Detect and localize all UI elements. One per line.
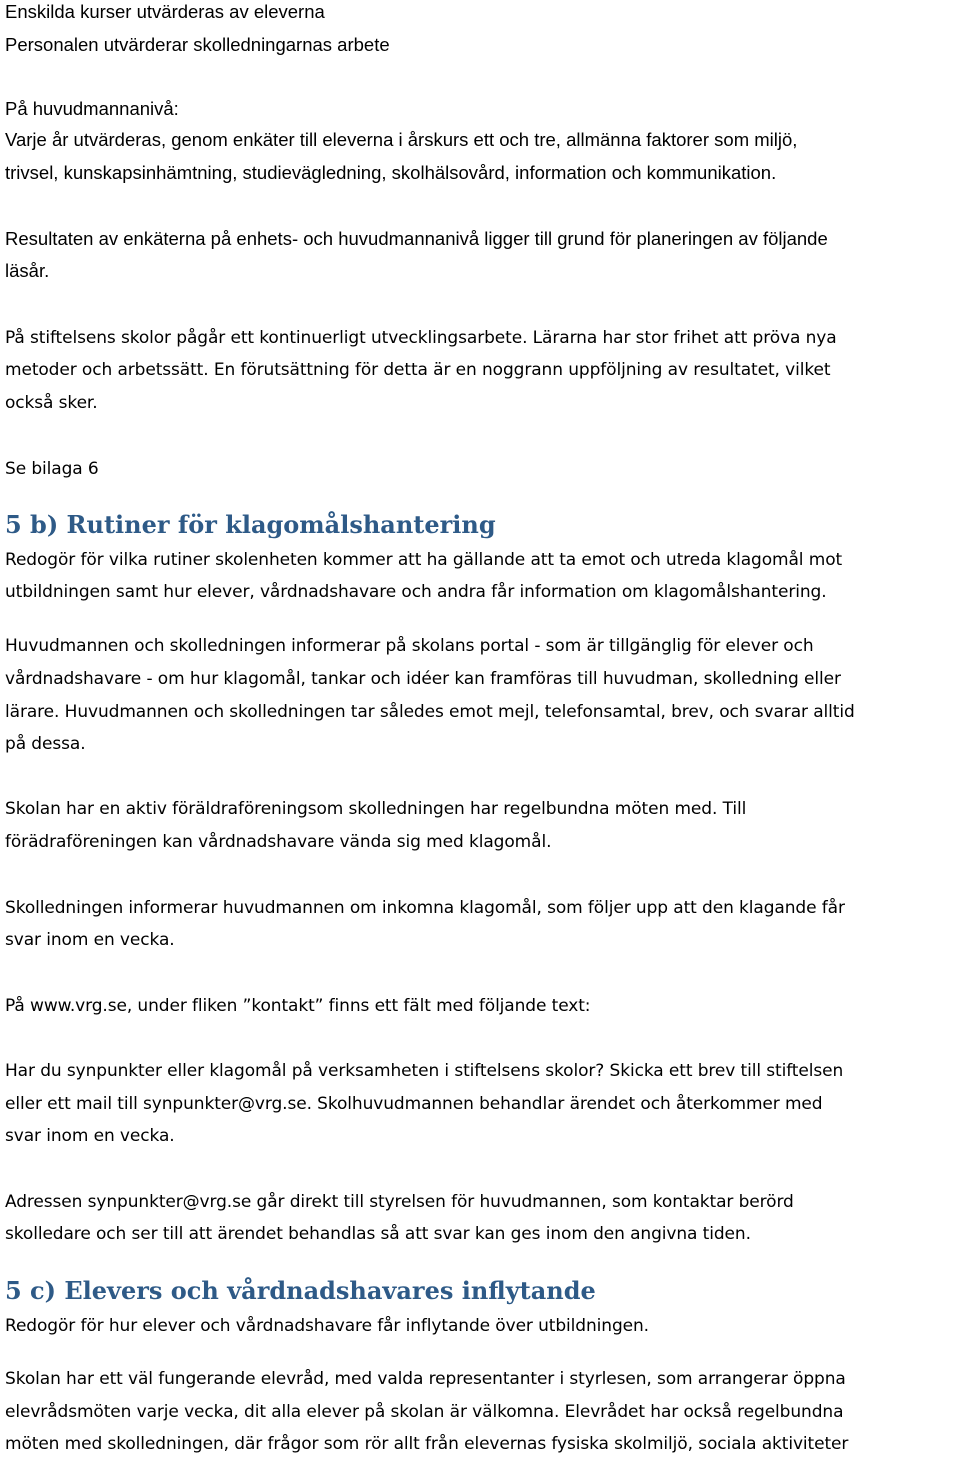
text-line: Personalen utvärderar skolledningarnas arbete [5, 34, 390, 55]
text-line: svar inom en vecka. [5, 930, 175, 950]
text-line: Resultaten av enkäterna på enhets- och huvudmannanivå ligger till grund för planeringen av följande [5, 228, 828, 249]
text-line: också sker. [5, 393, 98, 413]
text-line: Adressen synpunkter@vrg.se går direkt till styrelsen för huvudmannen, som kontaktar berörd [5, 1192, 794, 1212]
text-line: på dessa. [5, 734, 86, 754]
text-line: Har du synpunkter eller klagomål på verksamheten i stiftelsens skolor? Skicka ett brev till stiftelsen [5, 1061, 844, 1081]
text-line: Huvudmannen och skolledningen informerar på skolans portal - som är tillgänglig för elever och [5, 636, 814, 656]
section-heading-5b: 5 b) Rutiner för klagomålshantering [5, 510, 496, 539]
text-line: Enskilda kurser utvärderas av eleverna [5, 1, 325, 22]
text-line: metoder och arbetssätt. En förutsättning för detta är en noggrann uppföljning av resultatet, vilket [5, 360, 831, 380]
text-line: På stiftelsens skolor pågår ett kontinuerligt utvecklingsarbete. Lärarna har stor frihet att pröva nya [5, 328, 837, 348]
section-heading-5c: 5 c) Elevers och vårdnadshavares inflytande [5, 1276, 596, 1305]
text-line: elevrådsmöten varje vecka, dit alla elever på skolan är välkomna. Elevrådet har också regelbundna [5, 1402, 844, 1422]
text-line: läsår. [5, 260, 50, 281]
bilaga-reference: Se bilaga 6 [5, 459, 99, 479]
text-line: möten med skolledningen, där frågor som rör allt från elevernas fysiska skolmiljö, sociala aktiviteter [5, 1434, 849, 1454]
text-line: utbildningen samt hur elever, vårdnadshavare och andra får information om klagomålshantering. [5, 582, 827, 602]
text-line: eller ett mail till synpunkter@vrg.se. Skolhuvudmannen behandlar ärendet och återkommer med [5, 1094, 823, 1114]
text-line: Redogör för vilka rutiner skolenheten kommer att ha gällande att ta emot och utreda klagomål mot [5, 550, 843, 570]
text-line: Skolan har ett väl fungerande elevråd, med valda representanter i styrlesen, som arrangerar öppna [5, 1369, 846, 1389]
text-line: Redogör för hur elever och vårdnadshavare får inflytande över utbildningen. [5, 1316, 649, 1336]
text-line: skolledare och ser till att ärendet behandlas så att svar kan ges inom den angivna tiden. [5, 1224, 751, 1244]
text-line: Varje år utvärderas, genom enkäter till eleverna i årskurs ett och tre, allmänna faktorer som miljö, [5, 129, 798, 150]
text-line: lärare. Huvudmannen och skolledningen tar således emot mejl, telefonsamtal, brev, och svarar alltid [5, 702, 855, 722]
text-line: På www.vrg.se, under fliken ”kontakt” finns ett fält med följande text: [5, 996, 591, 1016]
text-line: Skolan har en aktiv föräldraföreningsom skolledningen har regelbundna möten med. Till [5, 799, 747, 819]
text-line: förädraföreningen kan vårdnadshavare vända sig med klagomål. [5, 832, 552, 852]
text-line: vårdnadshavare - om hur klagomål, tankar och idéer kan framföras till huvudman, skolledning eller [5, 669, 841, 689]
subheading-label: På huvudmannanivå: [5, 98, 179, 119]
text-line: Skolledningen informerar huvudmannen om inkomna klagomål, som följer upp att den klagande får [5, 898, 845, 918]
text-line: trivsel, kunskapsinhämtning, studievägledning, skolhälsovård, information och kommunikation. [5, 162, 777, 183]
text-line: svar inom en vecka. [5, 1126, 175, 1146]
